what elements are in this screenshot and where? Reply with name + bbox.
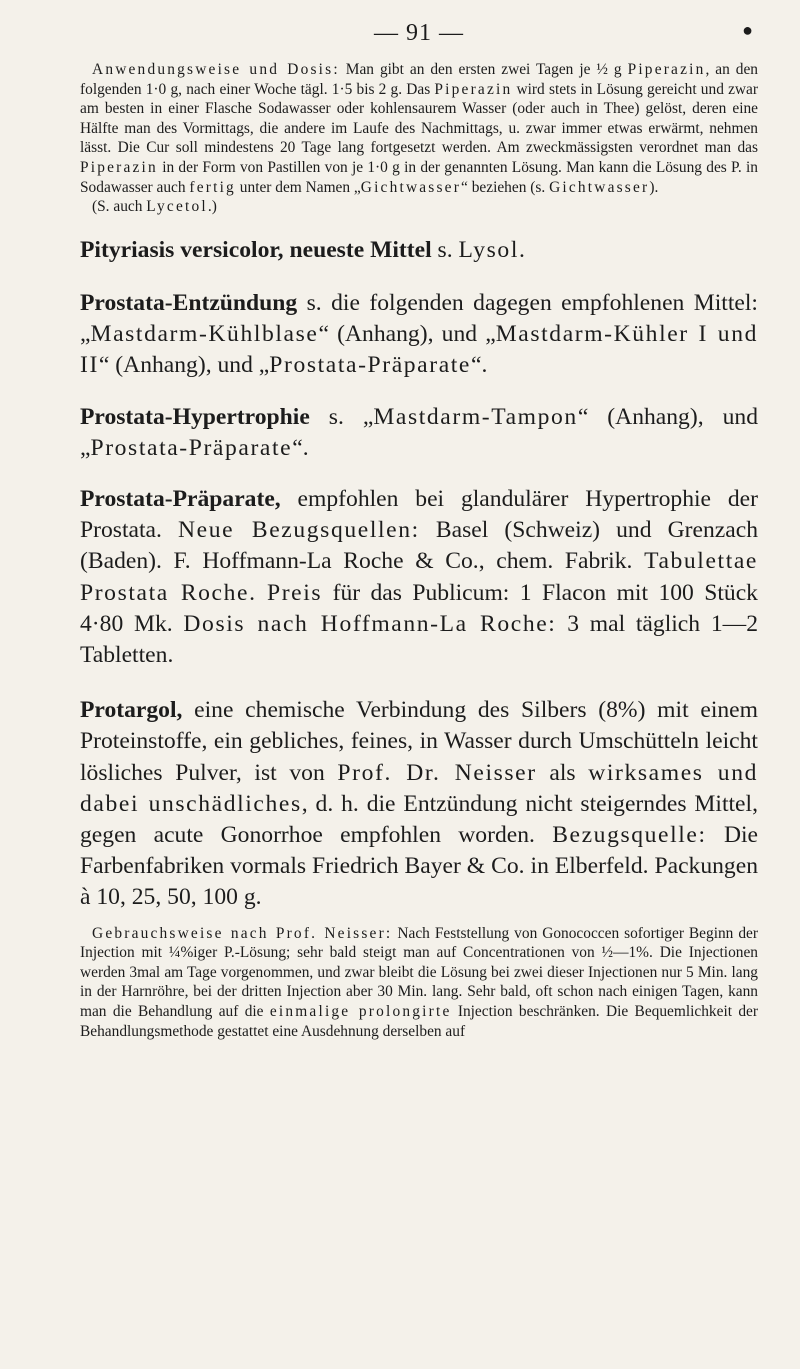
term-bezugsquellen: Neue Bezugsquellen:: [178, 517, 420, 544]
term-mastdarm-kuehler: Mastdarm-Kühler I und II: [80, 321, 758, 379]
term-lysol: Lysol: [458, 236, 519, 263]
term-mastdarm-kuehlblase: Mastdarm-Kühlblase: [90, 321, 319, 348]
lead-gebrauchsweise: Gebrauchsweise nach Prof. Neisser:: [92, 924, 393, 942]
entry-prostata-praeparate: Prostata-Präparate, empfohlen bei glandulärer Hypertrophie der Prostata. Neue Bezugsquellen: Basel (Schweiz) und Grenzach (Baden). F. Hoffmann-La Roche & Co., chem. Fabrik. Tabulettae Prostata Roche. Preis für das Publicum: 1 Flacon mit 100 Stück 4·80 Mk. Dosis nach Hoffmann-La Roche: 3 mal täglich 1—2 Tabletten.: [80, 485, 759, 668]
term-wirksames: wirksames und dabei unschädliches: [80, 759, 759, 817]
entry-heading: Pityriasis versicolor,: [80, 236, 284, 263]
term-prof-neisser: Prof. Dr. Neisser: [337, 759, 537, 786]
term-prostata-praeparate: Prostata-Präparate: [90, 434, 293, 461]
term-mastdarm-tampon: Mastdarm-Tampon: [373, 403, 578, 430]
page-number: — 91 —: [374, 20, 464, 46]
entry-pityriasis: Pityriasis versicolor, neueste Mittel s. Lysol.: [80, 236, 525, 263]
paragraph-anwendungsweise: Anwendungsweise und Dosis: Man gibt an den ersten zwei Tagen je ½ g Piperazin, an den folgenden 1·0 g, nach einer Woche tägl. 1·5 bis 2 g. Das Piperazin wird stets in Lösung gereicht und zwar am besten in einer Flasche Sodawasser oder kohlensaurem Wasser (oder auch in Thee) gelöst, deren eine Hälfte man des Vormittags, die andere im Laufe des Nachmittags, u. zwar immer etwas erwärmt, nehmen lässt. Die Cur soll mindestens 20 Tage lang fortgesetzt werden. Am zweckmässigsten verordnet man das Piperazin in der Form von Pastillen von je 1·0 g in der genannten Lösung. Man kann die Lösung des P. in Sodawasser auch fertig unter dem Namen „Gichtwasser“ beziehen (s. Gichtwasser). (S. auch Lycetol.): [80, 61, 759, 216]
ink-dot: ●: [742, 20, 754, 40]
term-piperazin: Piperazin: [434, 80, 513, 98]
entry-prostata-hypertrophie: Prostata-Hypertrophie s. „Mastdarm-Tampon“ (Anhang), und „Prostata-Präparate“.: [80, 403, 758, 461]
page-header: [80, 20, 758, 60]
term-piperazin: Piperazin: [80, 158, 158, 176]
see-also-line: (S. auch Lycetol.): [92, 198, 217, 216]
entry-heading: Prostata-Entzündung: [80, 289, 298, 316]
entry-heading: Prostata-Hypertrophie: [80, 403, 310, 430]
term-bezugsquelle: Bezugsquelle:: [552, 822, 707, 848]
term-preis: Preis: [267, 579, 323, 606]
entry-heading: Protargol,: [80, 697, 183, 724]
term-gichtwasser: Gichtwasser: [360, 178, 462, 196]
entry-protargol: Protargol, eine chemische Verbindung des Silbers (8%) mit einem Proteinstoffe, ein gebliches, feines, in Wasser durch Umschütteln leicht lösliches Pulver, ist von Prof. Dr. Neisser als wirksames und dabei unschädliches, d. h. die Entzündung nicht steigerndes Mittel, gegen acute Gonorrhoe empfohlen worden. Bezugsquelle: Die Farbenfabriken vormals Friedrich Bayer & Co. in Elberfeld. Packungen à 10, 25, 50, 100 g.: [80, 697, 759, 911]
term-fertig: fertig: [189, 178, 236, 196]
document-page: [80, 20, 758, 1041]
term-tabulettae: Tabulettae Prostata Roche.: [80, 548, 758, 606]
entry-prostata-entzuendung: Prostata-Entzündung s. die folgenden dagegen empfohlenen Mittel: „Mastdarm-Kühlblase“ (Anhang), und „Mastdarm-Kühler I und II“ (Anhang), und „Prostata-Präparate“.: [80, 289, 758, 379]
entry-heading: Prostata-Präparate,: [80, 485, 281, 512]
lead-anwendungsweise: Anwendungsweise und Dosis:: [92, 61, 340, 78]
term-einmalige-prolongirte: einmalige prolongirte: [269, 1002, 452, 1020]
term-piperazin: Piperazin: [627, 61, 706, 78]
term-dosis: Dosis nach Hoffmann-La Roche:: [183, 610, 557, 637]
paragraph-gebrauchsweise: Gebrauchsweise nach Prof. Neisser: Nach Feststellung von Gonococcen sofortiger Beginn der Injection mit ¼%iger P.-Lösung; sehr bald steigt man auf Concentrationen von ½—1%. Die Injectionen werden 3mal am Tage vorgenommen, und zwar bleibt die Lösung bei zwei dieser Injectionen nur 5 Min. lang in der Harnröhre, bei der dritten Injection aber 30 Min. lang. Sehr bald, oft schon nach einigen Tagen, kann man die Behandlung auf die einmalige prolongirte Injection beschränken. Die Bequemlichkeit der Behandlungsmethode gestattet eine Ausdehnung derselben auf: [80, 924, 758, 1040]
term-prostata-praeparate: Prostata-Präparate: [269, 352, 472, 379]
entry-subheading: neueste Mittel: [283, 236, 432, 263]
term-lycetol: Lycetol: [146, 198, 208, 216]
term-gichtwasser: Gichtwasser: [549, 178, 650, 196]
